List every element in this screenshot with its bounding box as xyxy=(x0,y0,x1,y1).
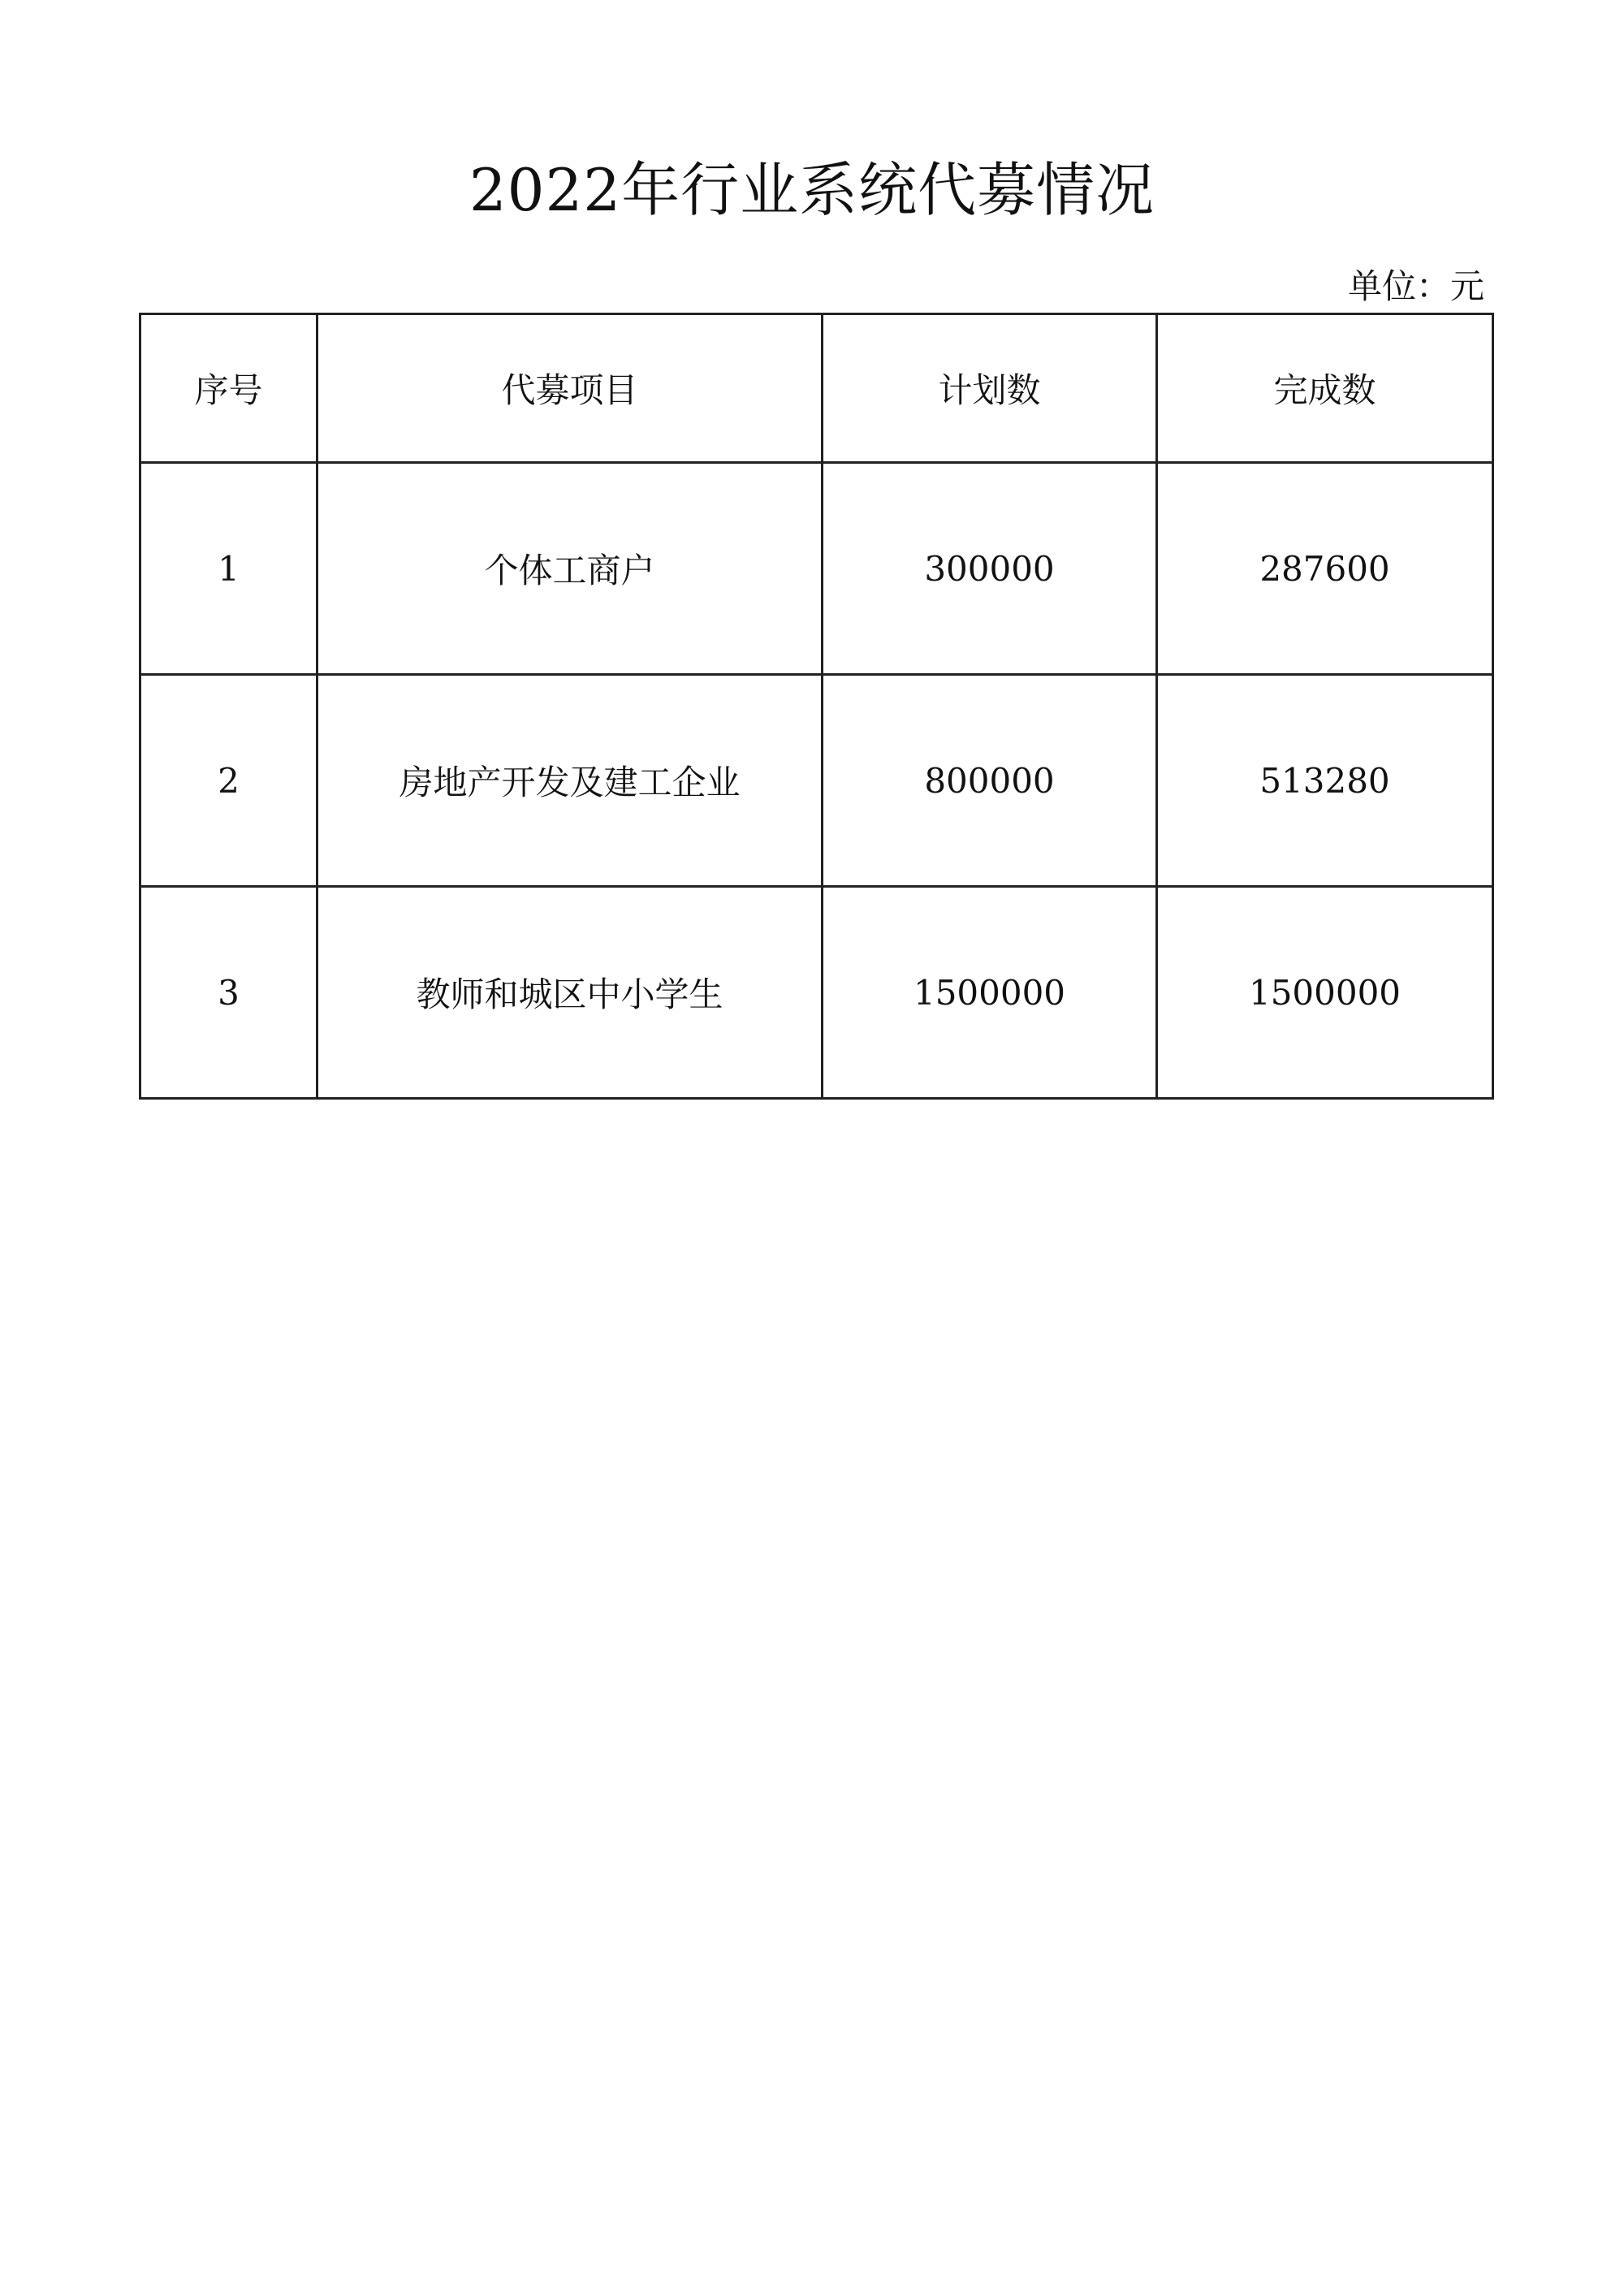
cell-project: 房地产开发及建工企业 xyxy=(317,675,823,887)
cell-index: 2 xyxy=(140,675,317,887)
cell-planned: 1500000 xyxy=(823,887,1157,1099)
header-completed: 完成数 xyxy=(1157,314,1493,463)
header-index: 序号 xyxy=(140,314,317,463)
cell-planned: 800000 xyxy=(823,675,1157,887)
cell-project: 教师和城区中小学生 xyxy=(317,887,823,1099)
table-row xyxy=(140,463,1493,675)
cell-completed: 1500000 xyxy=(1157,887,1493,1099)
header-project: 代募项目 xyxy=(317,314,823,463)
unit-label: 单位：元 xyxy=(1347,266,1484,306)
table-row xyxy=(140,675,1493,887)
cell-index: 1 xyxy=(140,463,317,675)
cell-index: 3 xyxy=(140,887,317,1099)
cell-completed: 513280 xyxy=(1157,675,1493,887)
table-row xyxy=(140,887,1493,1099)
cell-project: 个体工商户 xyxy=(317,463,823,675)
cell-planned: 300000 xyxy=(823,463,1157,675)
header-planned: 计划数 xyxy=(823,314,1157,463)
data-table xyxy=(139,313,1494,1100)
table-header-row xyxy=(140,314,1493,463)
page-title: 2022年行业系统代募情况 xyxy=(469,156,1155,224)
cell-completed: 287600 xyxy=(1157,463,1493,675)
